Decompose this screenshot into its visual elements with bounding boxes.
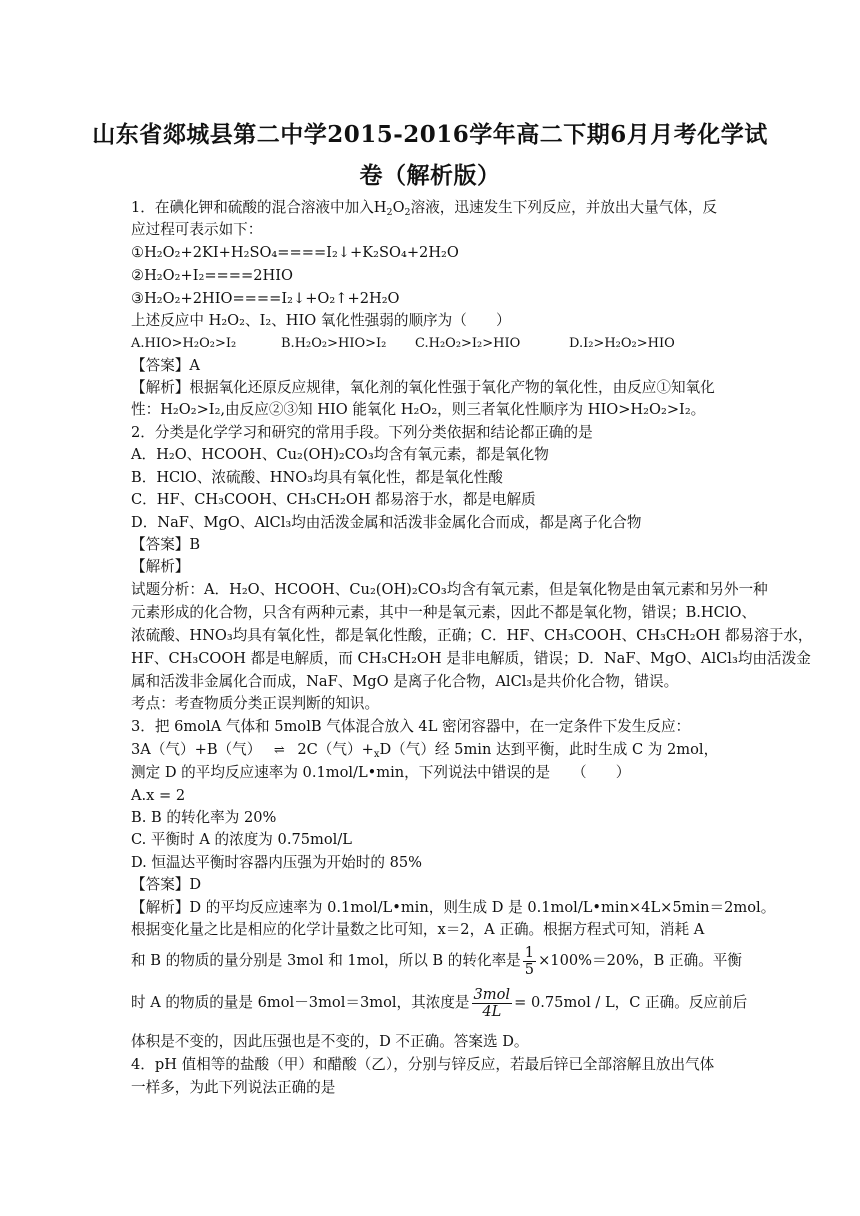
- q3-stem-line1: 3．把 6molA 气体和 5molB 气体混合放入 4L 密闭容器中，在一定条件下发生反应：: [131, 718, 691, 735]
- q2-answer: 【答案】B: [131, 536, 201, 553]
- q1-analysis-line2: 性：H₂O₂>I₂,由反应②③知 HIO 能氧化 H₂O₂，则三者氧化性顺序为 HIO>H₂O₂>I₂。: [131, 401, 706, 418]
- fraction-numerator: 3mol: [473, 985, 511, 1003]
- q2-analysis-line2: 元素形成的化合物，只含有两种元素，其中一种是氧元素，因此不都是氧化物，错误；B.HClO、: [131, 604, 757, 621]
- q2-option-c: C．HF、CH₃COOH、CH₃CH₂OH 都易溶于水，都是电解质: [131, 491, 536, 508]
- q3-analysis-line3-rest: ×100%＝20%，B 正确。平衡: [538, 952, 742, 969]
- q1-options: [131, 334, 741, 354]
- q2-analysis-line1: 试题分析：A．H₂O、HCOOH、Cu₂(OH)₂CO₃均含有氧元素，但是氧化物是由氧元素和另外一种: [131, 581, 768, 598]
- q1-stem-text-b: 溶液，迅速发生下列反应，并放出大量气体，反: [410, 199, 718, 216]
- q3-analysis-line4-text: 时 A 的物质的量是 6mol－3mol＝3mol，其浓度是: [131, 994, 470, 1011]
- q3-fraction-one-fifth: [523, 945, 536, 978]
- equilibrium-arrow-icon: ⇌: [273, 743, 285, 758]
- q2-option-a: A．H₂O、HCOOH、Cu₂(OH)₂CO₃均含有氧元素，都是氧化物: [131, 446, 549, 463]
- q3-analysis-line1: 【解析】D 的平均反应速率为 0.1mol/L•min，则生成 D 是 0.1mol/L•min×4L×5min＝2mol。: [131, 899, 776, 916]
- q1-stem-line2: 应过程可表示如下：: [131, 221, 263, 238]
- q2-analysis-line4: HF、CH₃COOH 都是电解质，而 CH₃CH₂OH 是非电解质，错误；D．NaF、MgO、AlCl₃均由活泼金: [131, 650, 811, 667]
- q3-analysis-line2: 根据变化量之比是相应的化学计量数之比可知，x＝2，A 正确。根据方程式可知，消耗 A: [131, 921, 705, 938]
- q1-question: 上述反应中 H₂O₂、I₂、HIO 氧化性强弱的顺序为（ ）: [131, 312, 511, 329]
- q1-option-a: A.HIO>H₂O₂>I₂: [131, 336, 237, 351]
- q3-answer: 【答案】D: [131, 876, 202, 893]
- q3-analysis-line5: 体积是不变的，因此压强也是不变的，D 不正确。答案选 D。: [131, 1033, 529, 1050]
- q1-option-d: D.I₂>H₂O₂>HIO: [569, 336, 675, 351]
- q1-reaction-2: ②H₂O₂+I₂====2HIO: [131, 267, 293, 284]
- q3-fraction-concentration: [472, 987, 513, 1020]
- q3-option-a: A.x = 2: [131, 787, 186, 804]
- q1-stem-text-a: 1．在碘化钾和硫酸的混合溶液中加入: [131, 199, 374, 216]
- q2-analysis-line5: 属和活泼非金属化合而成，NaF、MgO 是离子化合物，AlCl₃是共价化合物，错误。: [131, 673, 679, 690]
- q4-stem-line2: 一样多，为此下列说法正确的是: [131, 1079, 336, 1096]
- q2-analysis-line3: 浓硫酸、HNO₃均具有氧化性，都是氧化性酸，正确；C．HF、CH₃COOH、CH₃CH₂OH 都易溶于水，: [131, 627, 813, 644]
- q3-reactants: 3A（气）+B（气）: [131, 741, 262, 758]
- q3-coefficient-x: x: [373, 749, 380, 760]
- q1-stem-line1: [131, 198, 741, 218]
- q1-analysis-line1: 【解析】根据氧化还原反应规律，氧化剂的氧化性强于氧化产物的氧化性，由反应①知氧化: [131, 379, 715, 396]
- q3-analysis-line3-text: 和 B 的物质的量分别是 3mol 和 1mol，所以 B 的转化率是: [131, 952, 521, 969]
- q1-h2o2: $H_2O_2$: [373, 199, 411, 218]
- document-title-line2: 卷（解析版）: [359, 162, 501, 189]
- q3-analysis-line4: [131, 985, 748, 1020]
- q2-option-d: D．NaF、MgO、AlCl₃均由活泼金属和活泼非金属化合而成，都是离子化合物: [131, 514, 642, 531]
- q3-stem-line2: [131, 740, 741, 765]
- q3-stem-line3: 测定 D 的平均反应速率为 0.1mol/L•min，下列说法中错误的是 （ ）: [131, 764, 631, 781]
- q3-analysis-line4-rest: = 0.75mol / L，C 正确。反应前后: [514, 994, 748, 1011]
- q2-analysis-head: 【解析】: [131, 558, 190, 575]
- q3-option-d: D. 恒温达平衡时容器内压强为开始时的 85%: [131, 854, 423, 871]
- q1-option-b: B.H₂O₂>HIO>I₂: [281, 336, 387, 351]
- fraction-denominator: 5: [524, 960, 535, 978]
- document-title-line1: 山东省郯城县第二中学2015-2016学年高二下期6月月考化学试: [92, 121, 768, 148]
- q2-knowledge-point: 考点：考查物质分类正误判断的知识。: [131, 695, 380, 712]
- q3-analysis-line3: [131, 944, 741, 978]
- q3-stem-rest: D（气）经 5min 达到平衡，此时生成 C 为 2mol，: [379, 741, 719, 758]
- q1-option-c: C.H₂O₂>I₂>HIO: [415, 336, 521, 351]
- q4-stem-line1: 4．pH 值相等的盐酸（甲）和醋酸（乙），分别与锌反应，若最后锌已全部溶解且放出气体: [131, 1056, 715, 1073]
- q2-stem: 2．分类是化学学习和研究的常用手段。下列分类依据和结论都正确的是: [131, 424, 593, 441]
- fraction-numerator: 1: [524, 943, 535, 961]
- q2-option-b: B．HClO、浓硫酸、HNO₃均具有氧化性，都是氧化性酸: [131, 469, 503, 486]
- q3-product-c: 2C（气）+: [297, 741, 374, 758]
- q1-reaction-1: ①H₂O₂+2KI+H₂SO₄====I₂↓+K₂SO₄+2H₂O: [131, 244, 459, 261]
- q3-option-b: B. B 的转化率为 20%: [131, 809, 277, 826]
- fraction-denominator: 4L: [482, 1002, 502, 1020]
- q3-option-c: C. 平衡时 A 的浓度为 0.75mol/L: [131, 831, 352, 848]
- q1-answer: 【答案】A: [131, 357, 200, 374]
- q1-reaction-3: ③H₂O₂+2HIO====I₂↓+O₂↑+2H₂O: [131, 290, 400, 307]
